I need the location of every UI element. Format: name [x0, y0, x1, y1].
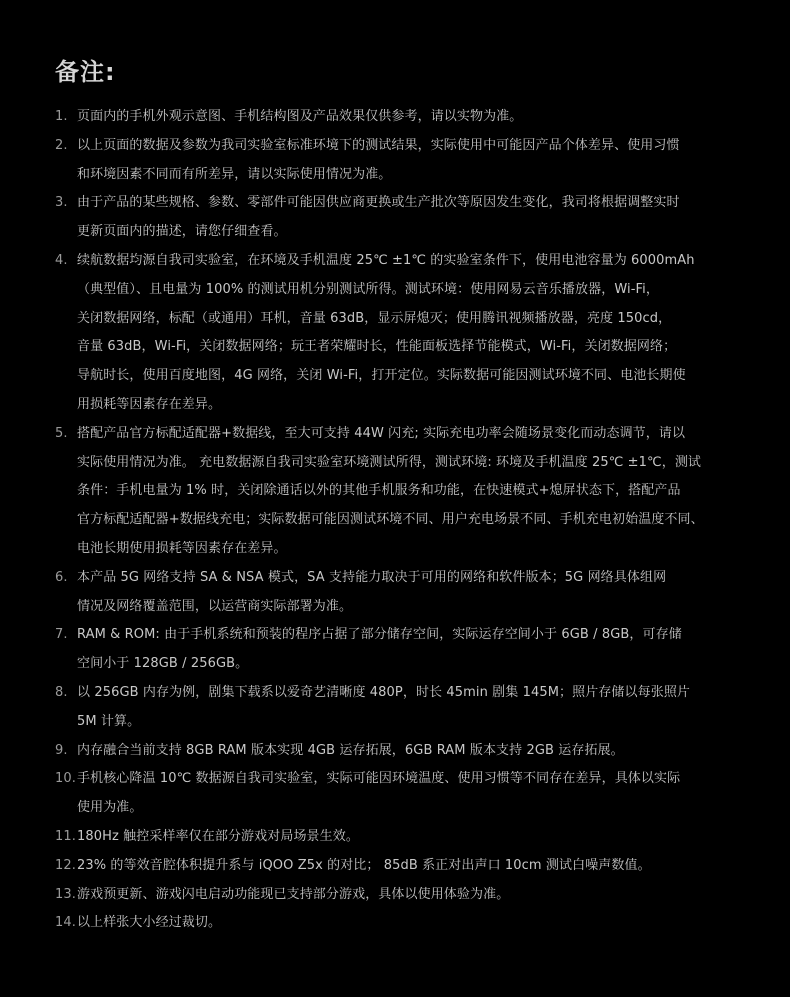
- note-item: [55, 852, 734, 881]
- note-text-line: 5M 计算。: [77, 713, 141, 729]
- note-number: 7.: [55, 627, 68, 643]
- note-text-line: 电池长期使用损耗等因素存在差异。: [77, 540, 287, 556]
- note-text-line: 180Hz 触控采样率仅在部分游戏对局场景生效。: [77, 828, 359, 844]
- note-item: [55, 823, 734, 852]
- notes-list: [55, 103, 734, 938]
- note-text-line: （典型值）、且电量为 100% 的测试用机分别测试所得。测试环境：使用网易云音乐播放器，Wi-Fi，: [77, 281, 659, 297]
- note-number: 11.: [55, 828, 76, 844]
- note-text-line: 音量 63dB，Wi-Fi，关闭数据网络；玩王者荣耀时长，性能面板选择节能模式，Wi-Fi，关闭数据网络；: [77, 339, 677, 355]
- note-item: [55, 881, 734, 910]
- note-text-line: 以上页面的数据及参数为我司实验室标准环境下的测试结果，实际使用中可能因产品个体差异、使用习惯: [77, 137, 680, 153]
- note-text-line: 实际使用情况为准。 充电数据源自我司实验室环境测试所得，测试环境: 环境及手机温度 25℃ ±1℃，测试: [77, 454, 702, 470]
- note-item: [55, 132, 734, 190]
- note-text-line: RAM & ROM: 由于手机系统和预装的程序占据了部分储存空间，实际运存空间小于 6GB / 8GB，可存储: [77, 627, 682, 643]
- note-text-line: 手机核心降温 10℃ 数据源自我司实验室，实际可能因环境温度、使用习惯等不同存在差异，具体以实际: [77, 771, 681, 787]
- note-text-line: 使用为准。: [77, 800, 143, 816]
- note-item: [55, 247, 734, 420]
- note-number: 13.: [55, 886, 76, 902]
- note-number: 1.: [55, 109, 68, 124]
- note-item: [55, 737, 734, 766]
- notes-title: 备注:: [55, 58, 116, 86]
- note-text-line: 和环境因素不同而有所差异，请以实际使用情况为准。: [77, 166, 392, 182]
- note-text-line: 关闭数据网络，标配（或通用）耳机，音量 63dB，显示屏熄灭；使用腾讯视频播放器，亮度 150cd，: [77, 310, 672, 326]
- note-text-line: 游戏预更新、游戏闪电启动功能现已支持部分游戏，具体以使用体验为准。: [77, 886, 510, 902]
- note-item: [55, 103, 734, 132]
- note-text-line: 条件：手机电量为 1% 时，关闭除通话以外的其他手机服务和功能，在快速模式+熄屏状态下，搭配产品: [77, 483, 681, 499]
- note-text-line: 导航时长，使用百度地图，4G 网络，关闭 Wi-Fi，打开定位。实际数据可能因测试环境不同、电池长期使: [77, 368, 686, 384]
- note-number: 8.: [55, 684, 68, 700]
- note-number: 5.: [55, 425, 68, 441]
- note-text-line: 由于产品的某些规格、参数、零部件可能因供应商更换或生产批次等原因发生变化，我司将根据调整实时: [77, 195, 680, 211]
- note-text-line: 更新页面内的描述，请您仔细查看。: [77, 224, 287, 240]
- note-number: 9.: [55, 742, 68, 758]
- note-number: 3.: [55, 195, 68, 211]
- note-text-line: 搭配产品官方标配适配器+数据线，至大可支持 44W 闪充; 实际充电功率会随场景变化而动态调节，请以: [77, 425, 686, 441]
- note-number: 12.: [55, 857, 76, 873]
- note-number: 2.: [55, 137, 68, 153]
- note-text-line: 空间小于 128GB / 256GB。: [77, 656, 249, 672]
- note-text-line: 官方标配适配器+数据线充电；实际数据可能因测试环境不同、用户充电场景不同、手机充电初始温度不同、: [77, 512, 704, 528]
- note-number: 14.: [55, 915, 76, 931]
- note-item: [55, 564, 734, 622]
- note-item: [55, 621, 734, 679]
- note-text-line: 本产品 5G 网络支持 SA & NSA 模式，SA 支持能力取决于可用的网络和软件版本；5G 网络具体组网: [77, 569, 667, 585]
- note-number: 4.: [55, 252, 68, 268]
- note-number: 10.: [55, 771, 76, 787]
- note-text-line: 以上样张大小经过裁切。: [77, 915, 222, 931]
- note-text-line: 情况及网络覆盖范围，以运营商实际部署为准。: [77, 598, 353, 614]
- note-item: [55, 765, 734, 823]
- note-text-line: 以 256GB 内存为例，剧集下载系以爱奇艺清晰度 480P，时长 45min 剧集 145M；照片存储以每张照片: [77, 684, 691, 700]
- note-item: [55, 909, 734, 938]
- note-item: [55, 189, 734, 247]
- note-item: [55, 420, 734, 564]
- note-item: [55, 679, 734, 737]
- note-number: 6.: [55, 569, 68, 585]
- note-text-line: 23% 的等效音腔体积提升系与 iQOO Z5x 的对比； 85dB 系正对出声口 10cm 测试白噪声数值。: [77, 857, 651, 873]
- note-text-line: 内存融合当前支持 8GB RAM 版本实现 4GB 运存拓展，6GB RAM 版本支持 2GB 运存拓展。: [77, 742, 624, 758]
- note-text-line: 页面内的手机外观示意图、手机结构图及产品效果仅供参考，请以实物为准。: [77, 109, 523, 124]
- note-text-line: 用损耗等因素存在差异。: [77, 396, 222, 412]
- note-text-line: 续航数据均源自我司实验室，在环境及手机温度 25℃ ±1℃ 的实验室条件下，使用电池容量为 6000mAh: [77, 252, 695, 268]
